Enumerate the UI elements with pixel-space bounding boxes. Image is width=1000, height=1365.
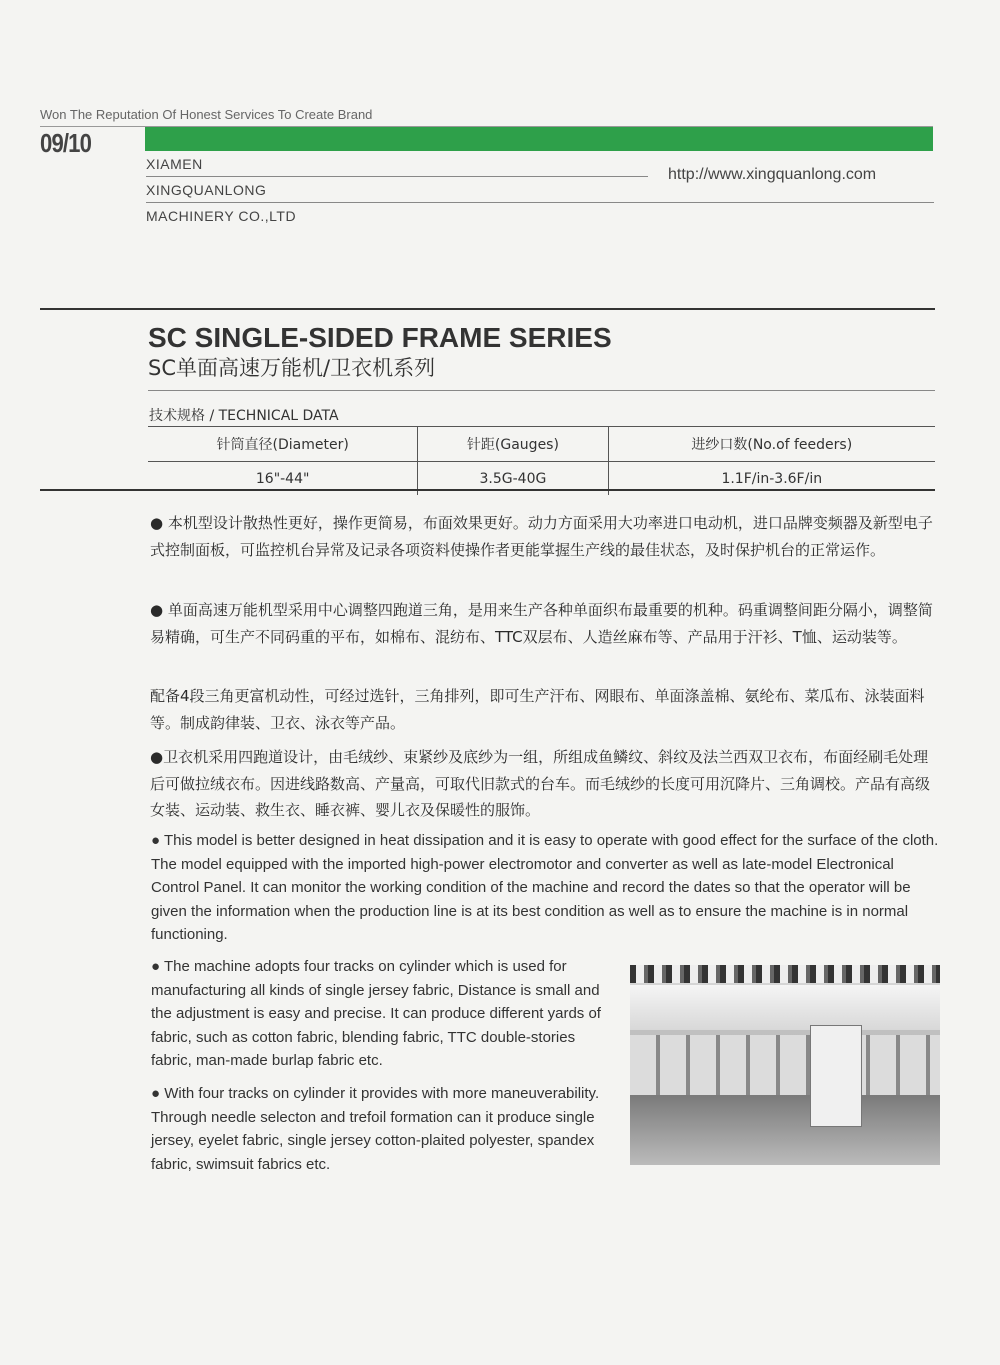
company-rule-2	[146, 202, 934, 203]
cn-paragraph-3: 配备4段三角更富机动性，可经过选针，三角排列，即可生产汗布、网眼布、单面涤盖棉、氨纶布、菜瓜布、泳装面料等。制成韵律装、卫衣、泳衣等产品。	[150, 687, 925, 732]
technical-data-table	[148, 426, 935, 495]
value-feeders: 1.1F/in-3.6F/in	[608, 462, 935, 496]
company-name-line2: XINGQUANLONG	[146, 182, 267, 198]
table-header-row	[148, 427, 935, 462]
photo-yarn-strip	[630, 965, 940, 983]
value-gauges: 3.5G-40G	[418, 462, 608, 496]
en-paragraph-3: ● With four tracks on cylinder it provides with more maneuverability. Through needle selecton and trefoil formation can it produce single jersey, eyelet fabric, single jersey cotton-plaited polyester, spandex fabric, swimsuit fabrics etc.	[151, 1085, 600, 1173]
section-rule	[40, 308, 935, 310]
photo-base	[630, 1095, 940, 1165]
technical-data-label: 技术规格 / TECHNICAL DATA	[149, 408, 339, 424]
company-url: http://www.xingquanlong.com	[668, 166, 877, 183]
header-diameter: 针筒直径(Diameter)	[148, 427, 418, 462]
page-number: 09/10	[40, 128, 92, 158]
cn-paragraph-1: ● 本机型设计散热性更好，操作更简易，布面效果更好。动力方面采用大功率进口电动机，进口品牌变频器及新型电子式控制面板，可监控机台异常及记录各项资料使操作者更能掌握生产线的最佳状态，及时保护机台的正常运作。	[150, 514, 933, 559]
company-rule-1	[146, 176, 648, 177]
photo-cam-row	[630, 1035, 940, 1095]
en-paragraph-1: ● This model is better designed in heat dissipation and it is easy to operate with good effect for the surface of the cloth. The model equipped with the imported high-power electromotor and converter as well as late-model Electronical Control Panel. It can monitor the working condition of the machine and record the dates so that the operator will be given the information when the production line is at its best condition as well as to ensure the machine is in normal functioning.	[151, 832, 939, 943]
tagline: Won The Reputation Of Honest Services To Create Brand	[40, 107, 373, 122]
series-subtitle: SC单面高速万能机/卫衣机系列	[148, 356, 436, 380]
value-diameter: 16"-44"	[255, 470, 310, 487]
photo-center-block	[810, 1025, 862, 1127]
photo-upper-band	[630, 985, 940, 1030]
header-feeders: 进纱口数(No.of feeders)	[608, 427, 935, 462]
company-name-line1: XIAMEN	[146, 156, 203, 172]
subtitle-rule	[148, 390, 935, 391]
cn-paragraph-4: ●卫衣机采用四跑道设计，由毛绒纱、束紧纱及底纱为一组，所组成鱼鳞纹、斜纹及法兰西双卫衣布，布面经刷毛处理后可做拉绒衣布。因进线路数高、产量高，可取代旧款式的台车。而毛绒纱的长度可用沉降片、三角调校。产品有高级女装、运动装、救生衣、睡衣裤、婴儿衣及保暖性的服饰。	[150, 748, 931, 819]
company-name-line3: MACHINERY CO.,LTD	[146, 208, 297, 224]
machine-cylinder-photo	[630, 965, 940, 1165]
header-gauges: 针距(Gauges)	[418, 427, 608, 462]
table-bottom-rule	[40, 489, 935, 491]
series-title: SC SINGLE-SIDED FRAME SERIES	[148, 322, 612, 353]
en-paragraph-2: ● The machine adopts four tracks on cylinder which is used for manufacturing all kinds of single jersey fabric, Distance is small and the adjustment is easy and precise. It can produce different yards of fabric, such as cotton fabric, blending fabric, TTC double-stories fabric, man-made burlap fabric etc.	[151, 958, 601, 1069]
header-green-bar	[145, 127, 933, 151]
cn-paragraph-2: ● 单面高速万能机型采用中心调整四跑道三角，是用来生产各种单面织布最重要的机种。码重调整间距分隔小，调整简易精确，可生产不同码重的平布，如棉布、混纺布、TTC双层布、人造丝麻布等、产品用于汗衫、T恤、运动装等。	[150, 601, 933, 646]
